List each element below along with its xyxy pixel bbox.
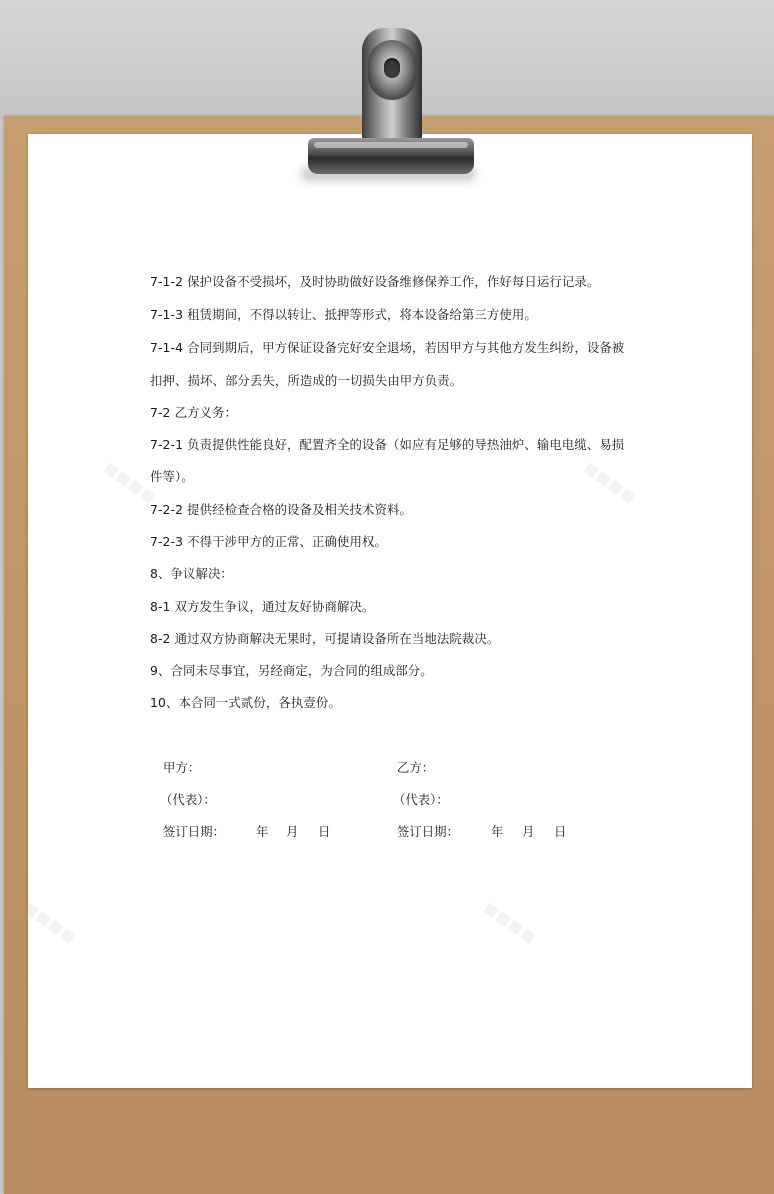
heading-7-2: 7-2 乙方义务： — [150, 405, 238, 420]
party-b-label: 乙方： — [397, 760, 435, 775]
watermark: ▪▪▪▪ — [18, 895, 82, 950]
party-a-date-label: 签订日期： — [163, 824, 225, 839]
party-a-day: 日 — [318, 824, 331, 839]
clause-7-2-2: 7-2-2 提供经检查合格的设备及相关技术资料。 — [150, 502, 412, 517]
clause-8-1: 8-1 双方发生争议，通过友好协商解决。 — [150, 599, 375, 614]
binder-clip-hole — [384, 58, 400, 78]
clause-7-1-4-cont: 扣押、损坏、部分丢失，所造成的一切损失由甲方负责。 — [150, 373, 463, 388]
watermark: ▪▪▪▪ — [578, 455, 642, 510]
binder-clip-highlight — [314, 142, 468, 148]
watermark: ▪▪▪▪ — [478, 895, 542, 950]
clause-10: 10、本合同一式贰份，各执壹份。 — [150, 695, 341, 710]
clause-7-1-4: 7-1-4 合同到期后，甲方保证设备完好安全退场，若因甲方与其他方发生纠纷，设备被 — [150, 340, 625, 355]
clause-8-2: 8-2 通过双方协商解决无果时，可提请设备所在当地法院裁决。 — [150, 631, 500, 646]
party-a-label: 甲方： — [163, 760, 201, 775]
clause-7-2-1-cont: 件等）。 — [150, 469, 194, 484]
clause-7-2-3: 7-2-3 不得干涉甲方的正常、正确使用权。 — [150, 534, 387, 549]
watermark: ▪▪▪▪ — [98, 455, 162, 510]
party-b-month: 月 — [522, 824, 535, 839]
clause-7-1-2: 7-1-2 保护设备不受损坏，及时协助做好设备维修保养工作，作好每日运行记录。 — [150, 274, 600, 289]
clause-7-2-1: 7-2-1 负责提供性能良好，配置齐全的设备（如应有足够的导热油炉、输电电缆、易损 — [150, 437, 625, 452]
party-b-day: 日 — [554, 824, 567, 839]
party-a-year: 年 — [256, 824, 269, 839]
party-b-year: 年 — [491, 824, 504, 839]
party-a-month: 月 — [286, 824, 299, 839]
clause-9: 9、合同未尽事宜，另经商定，为合同的组成部分。 — [150, 663, 433, 678]
party-b-date-label: 签订日期： — [397, 824, 459, 839]
party-a-representative: （代表）： — [160, 792, 216, 807]
clause-7-1-3: 7-1-3 租赁期间，不得以转让、抵押等形式，将本设备给第三方使用。 — [150, 307, 537, 322]
heading-8: 8、争议解决： — [150, 566, 233, 581]
party-b-representative: （代表）： — [393, 792, 449, 807]
